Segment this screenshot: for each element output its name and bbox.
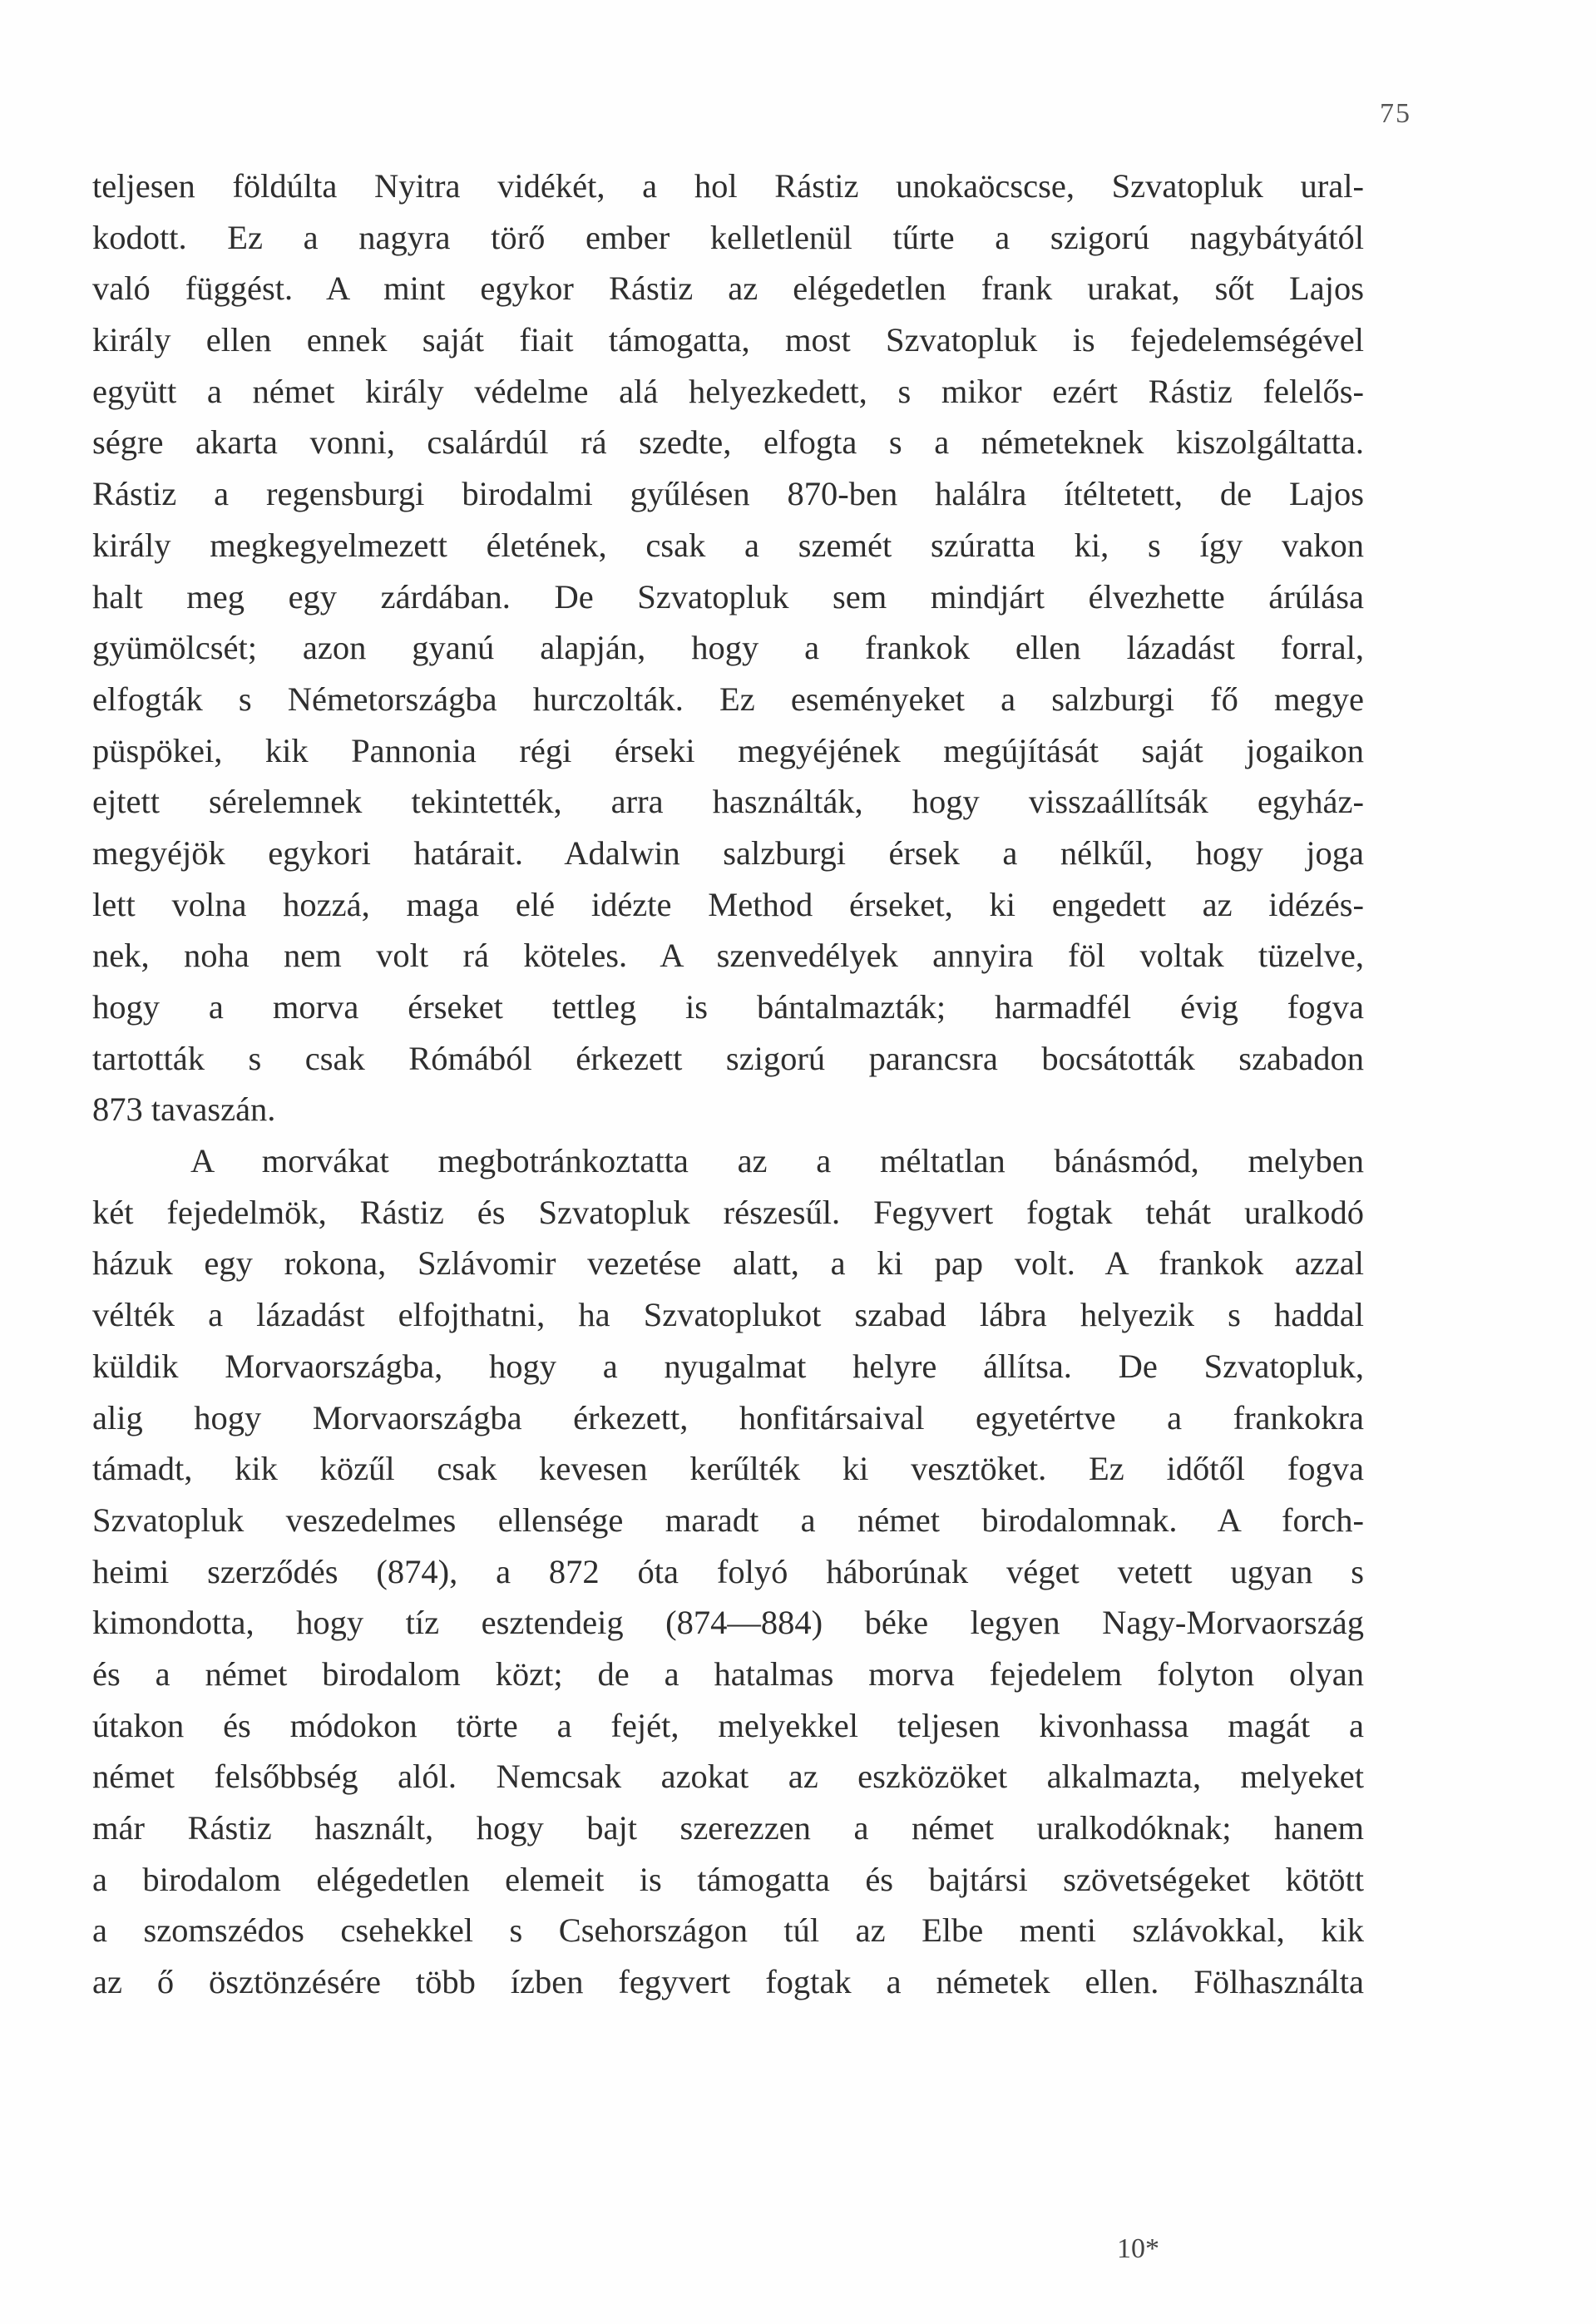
text-line: német felsőbbség alól. Nemcsak azokat az eszközöket alkalmazta, melyeket <box>92 1758 1364 1796</box>
text-line: a birodalom elégedetlen elemeit is támogatta és bajtársi szövetségeket kötött <box>92 1860 1364 1898</box>
page-number: 75 <box>1380 98 1411 129</box>
text-line: vélték a lázadást elfojthatni, ha Szvatoplukot szabad lábra helyezik s haddal <box>92 1296 1364 1334</box>
text-line: való függést. A mint egykor Rástiz az elégedetlen frank urakat, sőt Lajos <box>92 269 1364 308</box>
text-line: Rástiz a regensburgi birodalmi gyűlésen 870-ben halálra ítéltetett, de Lajos <box>92 475 1364 513</box>
text-line: ségre akarta vonni, csalárdúl rá szedte, elfogta s a németeknek kiszolgáltatta. <box>92 423 1364 462</box>
text-line: kodott. Ez a nagyra törő ember kelletlenül tűrte a szigorú nagybátyától <box>92 218 1364 256</box>
text-line: támadt, kik közűl csak kevesen kerűlték ki vesztöket. Ez időtől fogva <box>92 1450 1364 1488</box>
text-line: A morvákat megbotránkoztatta az a méltatlan bánásmód, melyben <box>190 1142 1364 1180</box>
text-line: 873 tavaszán. <box>92 1090 276 1129</box>
text-line: tartották s csak Rómából érkezett szigorú parancsra bocsátották szabadon <box>92 1039 1364 1077</box>
text-line: két fejedelmök, Rástiz és Szvatopluk részesűl. Fegyvert fogtak tehát uralkodó <box>92 1193 1364 1231</box>
text-line: a szomszédos csehekkel s Csehországon túl az Elbe menti szlávokkal, kik <box>92 1911 1364 1950</box>
text-line: heimi szerződés (874), a 872 óta folyó háborúnak véget vetett ugyan s <box>92 1552 1364 1590</box>
text-line: már Rástiz használt, hogy bajt szerezzen a német uralkodóknak; hanem <box>92 1809 1364 1847</box>
text-line: és a német birodalom közt; de a hatalmas morva fejedelem folyton olyan <box>92 1654 1364 1693</box>
text-line: lett volna hozzá, maga elé idézte Method érseket, ki engedett az idézés- <box>92 885 1364 923</box>
text-line: együtt a német király védelme alá helyezkedett, s mikor ezért Rástiz felelős- <box>92 372 1364 410</box>
text-line: gyümölcsét; azon gyanú alapján, hogy a frankok ellen lázadást forral, <box>92 629 1364 667</box>
text-line: nek, noha nem volt rá köteles. A szenvedélyek annyira föl voltak tüzelve, <box>92 937 1364 975</box>
text-line: király megkegyelmezett életének, csak a szemét szúratta ki, s így vakon <box>92 526 1364 564</box>
text-line: Szvatopluk veszedelmes ellensége maradt a német birodalomnak. A forch- <box>92 1501 1364 1539</box>
text-line: kimondotta, hogy tíz esztendeig (874—884) béke legyen Nagy-Morvaország <box>92 1604 1364 1642</box>
body-text <box>92 161 1364 2008</box>
text-line: megyéjök egykori határait. Adalwin salzburgi érsek a nélkűl, hogy joga <box>92 833 1364 872</box>
text-line: ejtett sérelemnek tekintették, arra használták, hogy visszaállítsák egyház- <box>92 783 1364 821</box>
signature-mark: 10* <box>1117 2233 1159 2264</box>
text-line: küldik Morvaországba, hogy a nyugalmat helyre állítsa. De Szvatopluk, <box>92 1347 1364 1385</box>
text-line: teljesen földúlta Nyitra vidékét, a hol Rástiz unokaöcscse, Szvatopluk ural- <box>92 167 1364 205</box>
text-line: hogy a morva érseket tettleg is bántalmazták; harmadfél évig fogva <box>92 988 1364 1026</box>
text-line: király ellen ennek saját fiait támogatta, most Szvatopluk is fejedelemségével <box>92 321 1364 359</box>
text-line: alig hogy Morvaországba érkezett, honfitársaival egyetértve a frankokra <box>92 1398 1364 1436</box>
text-line: házuk egy rokona, Szlávomir vezetése alatt, a ki pap volt. A frankok azzal <box>92 1244 1364 1283</box>
text-line: halt meg egy zárdában. De Szvatopluk sem mindjárt élvezhette árúlása <box>92 577 1364 616</box>
paragraph-2 <box>92 1135 1364 2008</box>
text-line: az ő ösztönzésére több ízben fegyvert fogtak a németek ellen. Fölhasználta <box>92 1963 1364 2001</box>
text-line: elfogták s Németországba hurczolták. Ez eseményeket a salzburgi fő megye <box>92 680 1364 718</box>
paragraph-1 <box>92 161 1364 1135</box>
text-line: útakon és módokon törte a fejét, melyekkel teljesen kivonhassa magát a <box>92 1706 1364 1744</box>
text-line: püspökei, kik Pannonia régi érseki megyéjének megújítását saját jogaikon <box>92 731 1364 769</box>
